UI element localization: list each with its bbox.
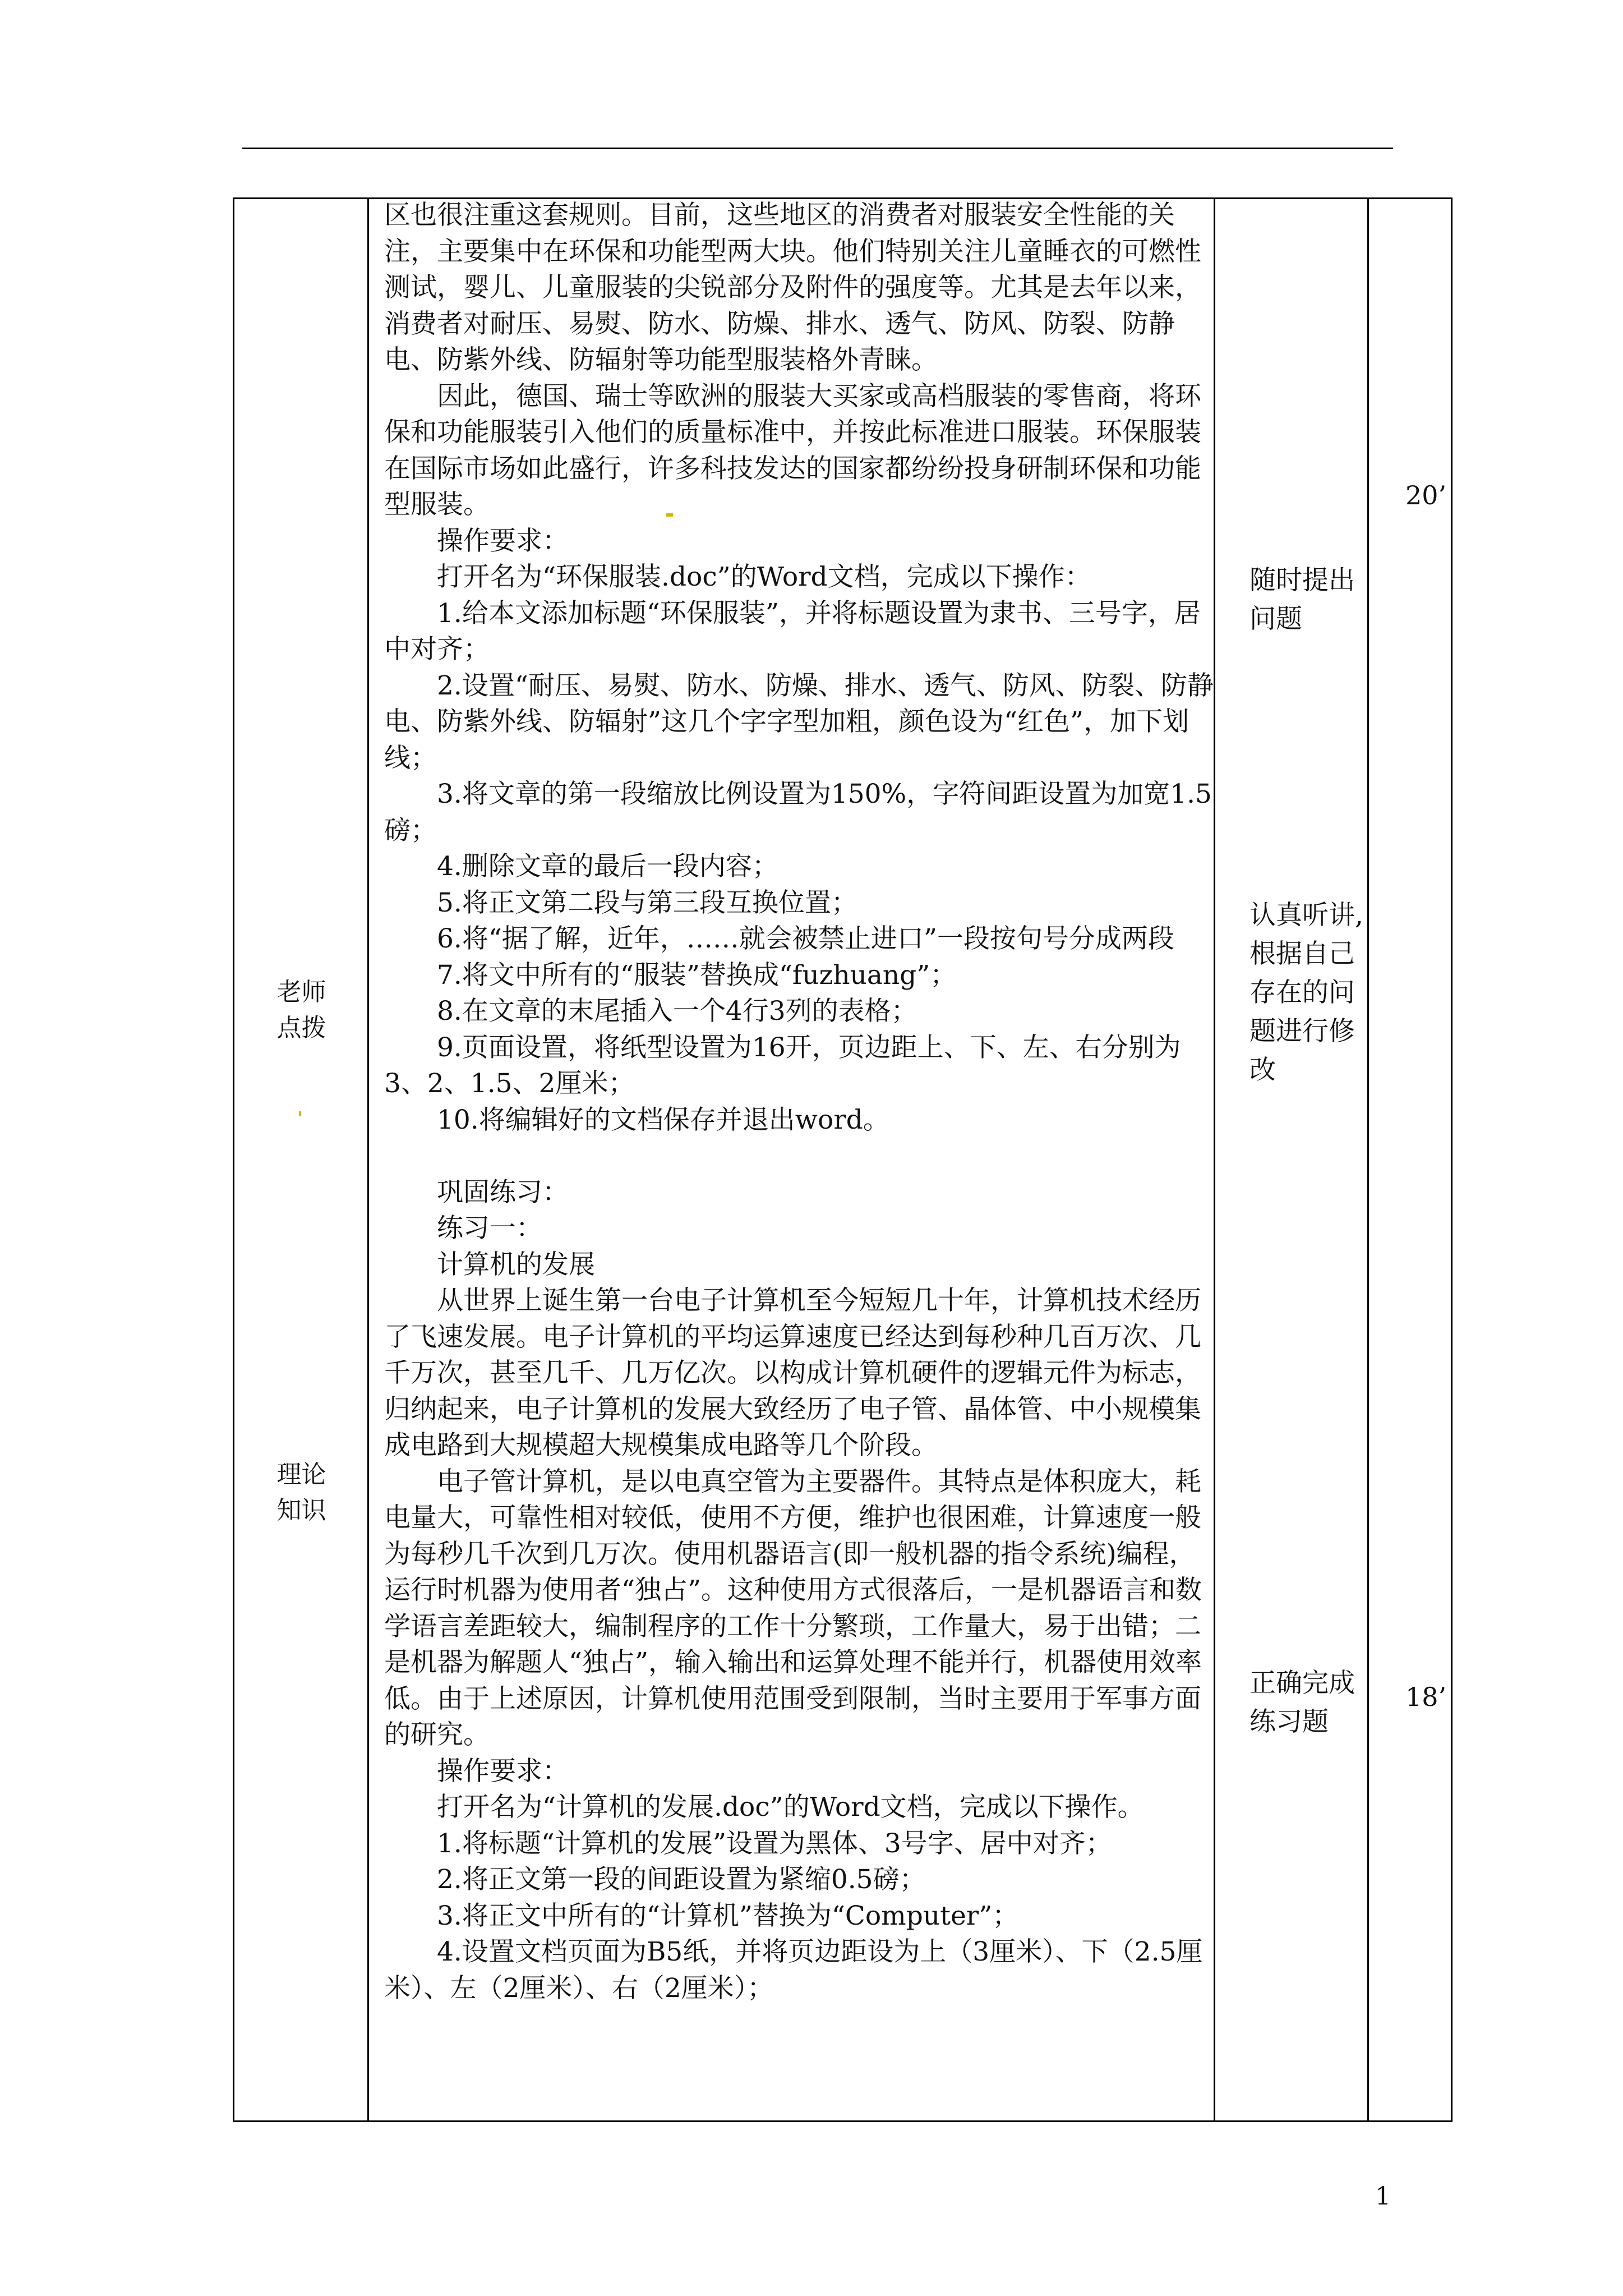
table-left-border bbox=[233, 197, 234, 2122]
time-theory: 18’ bbox=[1405, 1682, 1447, 1712]
requirements-heading-2: 操作要求： bbox=[437, 1755, 569, 1787]
label-theory bbox=[233, 1457, 370, 1529]
label-teacher-guide bbox=[233, 974, 370, 1046]
column-divider-3 bbox=[1367, 197, 1369, 2122]
requirement-item: 1.给本文添加标题“环保服装”，并将标题设置为隶书、三号字，居中对齐； bbox=[384, 597, 1201, 665]
requirement-item: 7.将文中所有的“服装”替换成“fuzhuang”； bbox=[437, 959, 957, 991]
requirements-open-1: 打开名为“环保服装.doc”的Word文档，完成以下操作： bbox=[437, 562, 1091, 592]
paragraph-therefore: 因此，德国、瑞士等欧洲的服装大买家或高档服装的零售商，将环保和功能服装引入他们的质量标准中，并按此标准进口服装。环保服装在国际市场如此盛行，许多科技发达的国家都纷纷投身研制环保和功能型服装。 bbox=[384, 380, 1201, 520]
note-listen-revise bbox=[1249, 896, 1378, 1089]
scan-mark bbox=[666, 513, 673, 517]
paragraph-intro: 区也很注重这套规则。目前，这些地区的消费者对服装安全性能的关注，主要集中在环保和功能型两大块。他们特别关注儿童睡衣的可燃性测试，婴儿、儿童服装的尖锐部分及附件的强度等。尤其是去年以来，消费者对耐压、易熨、防水、防燥、排水、透气、防风、防裂、防静电、防紫外线、防辐射等功能型服装格外青睐。 bbox=[384, 200, 1201, 375]
note-line: 随时提出 bbox=[1249, 565, 1355, 596]
requirement-item: 4.设置文档页面为B5纸，并将页边距设为上（3厘米）、下（2.5厘米）、左（2厘米）、右（2厘米）； bbox=[384, 1936, 1203, 2004]
label-line: 理论 bbox=[276, 1460, 326, 1489]
paragraph-development-1: 从世界上诞生第一台电子计算机至今短短几十年，计算机技术经历了飞速发展。电子计算机的平均运算速度已经达到每秒种几百万次、几千万次，甚至几千、几万亿次。以构成计算机硬件的逻辑元件为标志，归纳起来，电子计算机的发展大致经历了电子管、晶体管、中小规模集成电路到大规模超大规模集成电路等几个阶段。 bbox=[384, 1285, 1201, 1461]
exercise-heading: 练习一： bbox=[437, 1213, 542, 1244]
label-line: 知识 bbox=[276, 1496, 326, 1525]
note-ask-questions bbox=[1249, 561, 1378, 638]
note-line: 存在的问 bbox=[1249, 977, 1355, 1008]
requirement-item: 4.删除文章的最后一段内容； bbox=[437, 851, 778, 882]
note-line: 题进行修 bbox=[1249, 1016, 1355, 1047]
time-teacher-guide: 20’ bbox=[1405, 480, 1447, 510]
note-complete-exercises bbox=[1249, 1664, 1378, 1741]
requirement-item: 1.将标题“计算机的发展”设置为黑体、3号字、居中对齐； bbox=[437, 1828, 1112, 1859]
note-line: 根据自己 bbox=[1249, 938, 1355, 969]
label-line: 老师 bbox=[276, 978, 326, 1006]
blank-line bbox=[384, 1138, 1214, 1175]
requirement-item: 8.在文章的末尾插入一个4行3列的表格； bbox=[437, 996, 917, 1027]
table-bottom-border bbox=[233, 2120, 1453, 2122]
requirement-item: 2.设置“耐压、易熨、防水、防燥、排水、透气、防风、防裂、防静电、防紫外线、防辐射”这几个字字型加粗，颜色设为“红色”，加下划线； bbox=[384, 670, 1214, 774]
practice-heading: 巩固练习： bbox=[437, 1176, 569, 1208]
requirement-item: 3.将文章的第一段缩放比例设置为150%，字符间距设置为加宽1.5磅； bbox=[384, 779, 1212, 846]
header-rule bbox=[242, 148, 1393, 149]
requirement-item: 2.将正文第一段的间距设置为紧缩0.5磅； bbox=[437, 1864, 926, 1895]
note-line: 问题 bbox=[1249, 604, 1302, 634]
note-line: 改 bbox=[1249, 1055, 1276, 1085]
article-title: 计算机的发展 bbox=[437, 1249, 595, 1280]
requirement-item: 5.将正文第二段与第三段互换位置； bbox=[437, 887, 857, 918]
note-line: 正确完成 bbox=[1249, 1668, 1355, 1699]
scan-mark bbox=[299, 1111, 301, 1116]
requirements-heading-1: 操作要求： bbox=[437, 525, 569, 556]
requirement-item: 9.页面设置，将纸型设置为16开，页边距上、下、左、右分别为3、2、1.5、2厘米； bbox=[384, 1032, 1181, 1099]
requirements-open-2: 打开名为“计算机的发展.doc”的Word文档，完成以下操作。 bbox=[437, 1792, 1144, 1823]
note-line: 练习题 bbox=[1249, 1706, 1329, 1737]
requirement-item: 3.将正文中所有的“计算机”替换为“Computer”； bbox=[437, 1900, 1019, 1931]
table-right-border bbox=[1451, 197, 1453, 2122]
paragraph-development-2: 电子管计算机，是以电真空管为主要器件。其特点是体积庞大，耗电量大，可靠性相对较低，使用不方便，维护也很困难，计算速度一般为每秒几千次到几万次。使用机器语言(即一般机器的指令系统)编程，运行时机器为使用者“独占”。这种使用方式很落后，一是机器语言和数学语言差距较大，编制程序的工作十分繁琐，工作量大，易于出错；二是机器为解题人“独占”，输入输出和运算处理不能并行，机器使用效率低。由于上述原因，计算机使用范围受到限制，当时主要用于军事方面的研究。 bbox=[384, 1466, 1202, 1750]
page-number: 1 bbox=[1375, 2182, 1391, 2211]
label-line: 点拨 bbox=[276, 1014, 326, 1042]
requirement-item: 6.将“据了解，近年，……就会被禁止进口”一段按句号分成两段 bbox=[437, 923, 1174, 954]
main-content bbox=[384, 197, 1214, 2007]
requirement-item: 10.将编辑好的文档保存并退出word。 bbox=[437, 1104, 889, 1135]
column-divider-1 bbox=[367, 197, 369, 2122]
note-line: 认真听讲, bbox=[1249, 900, 1363, 931]
